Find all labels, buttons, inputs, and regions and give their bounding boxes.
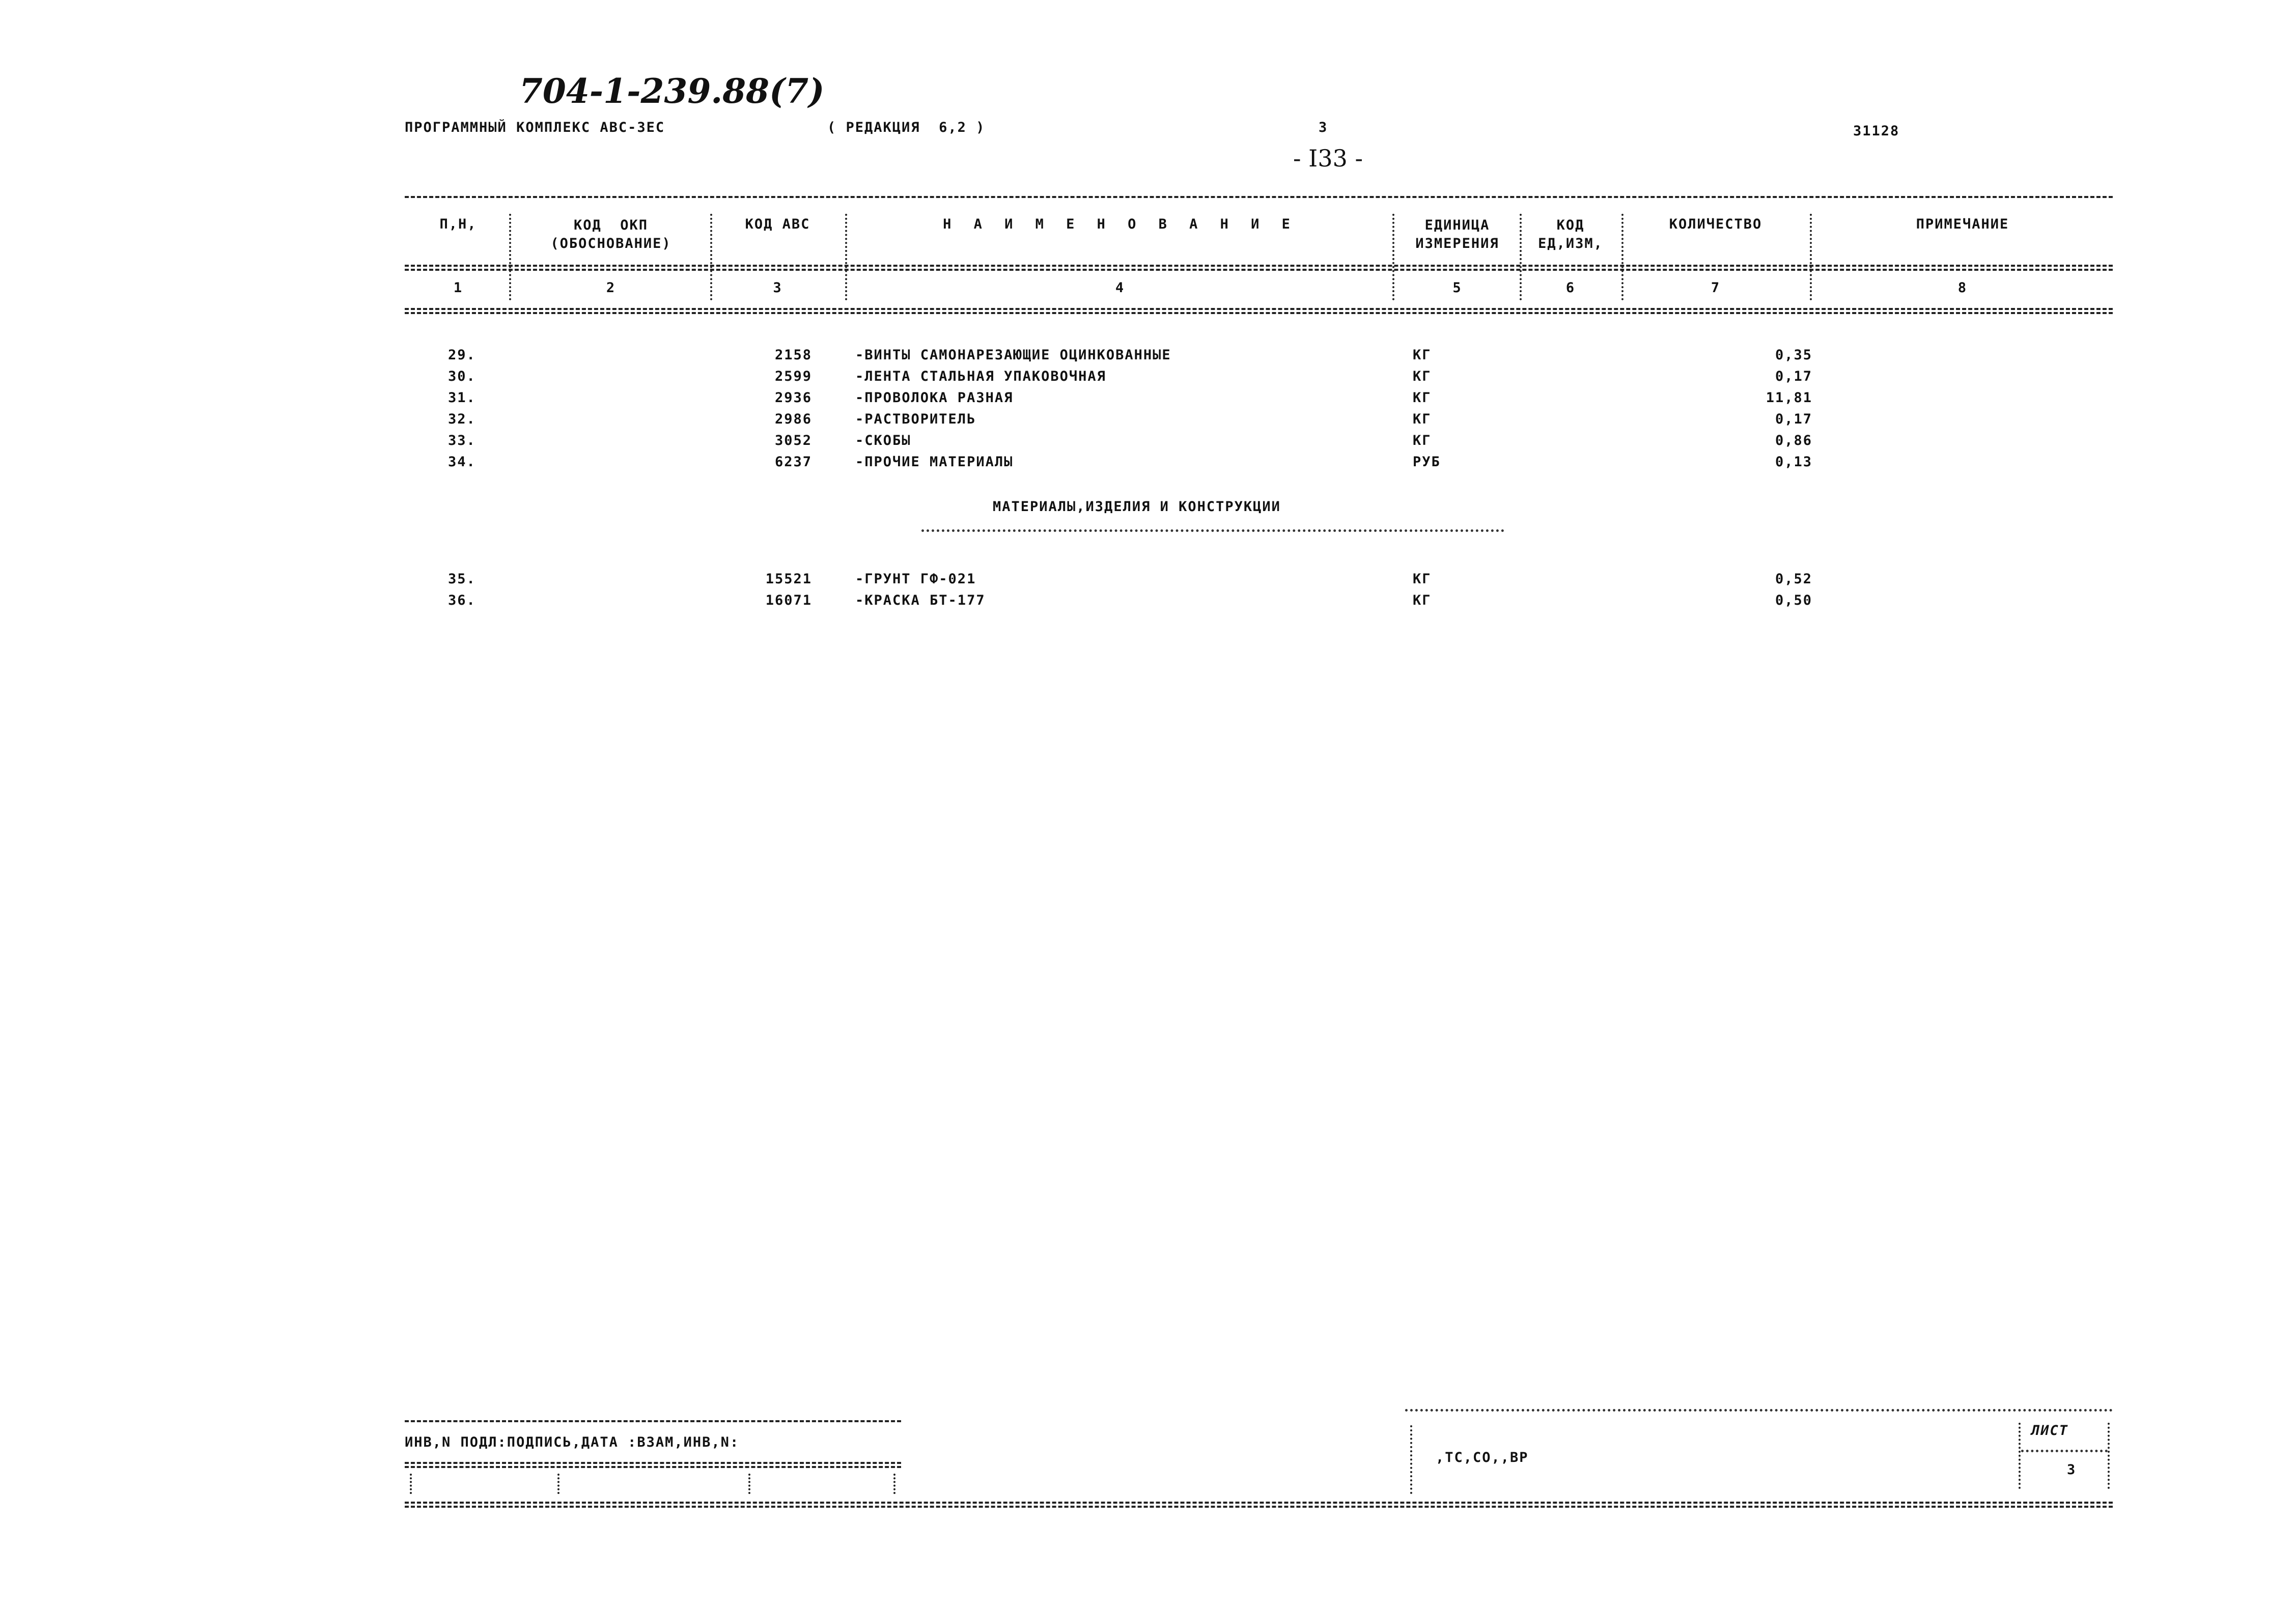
col-header-name: Н А И М Е Н О В А Н И Е bbox=[943, 216, 1297, 232]
row-pn: 34. bbox=[448, 454, 476, 470]
sheet-sep-left bbox=[2019, 1423, 2021, 1489]
col-header-qty: КОЛИЧЕСТВО bbox=[1669, 216, 1762, 232]
row-qty: 0,17 bbox=[1775, 411, 1812, 427]
title-block-left-edge bbox=[1410, 1425, 1412, 1494]
row-unit: РУБ bbox=[1413, 454, 1441, 470]
sheet-number: 3 bbox=[2067, 1462, 2077, 1478]
col-number-6: 6 bbox=[1565, 280, 1576, 296]
stamp-labels: ИНВ,N ПОДЛ:ПОДПИСЬ,ДАТА :ВЗАМ,ИНВ,N: bbox=[405, 1434, 740, 1450]
row-abc-code: 3052 bbox=[774, 433, 812, 448]
col-sep-5 bbox=[1520, 214, 1522, 300]
section-title-underline bbox=[921, 529, 1504, 532]
stamp-mid-rule-2 bbox=[405, 1466, 901, 1468]
table-colnum-rule bbox=[405, 308, 2113, 310]
handwritten-project-code: 704-1-239.88(7) bbox=[519, 71, 825, 111]
col-header-abc-code: КОД АВС bbox=[745, 216, 810, 232]
sheet-divider bbox=[2021, 1450, 2108, 1452]
title-block-top-rule bbox=[1405, 1409, 2113, 1412]
row-abc-code: 2599 bbox=[774, 369, 812, 384]
section-title: МАТЕРИАЛЫ,ИЗДЕЛИЯ И КОНСТРУКЦИИ bbox=[993, 499, 1281, 515]
stamp-sep-2 bbox=[748, 1474, 750, 1494]
row-name: -ВИНТЫ САМОНАРЕЗАЮЩИЕ ОЦИНКОВАННЫЕ bbox=[855, 347, 1171, 363]
stamp-mid-rule bbox=[405, 1462, 901, 1464]
page-number: - I33 - bbox=[1293, 145, 1363, 172]
table-colnum-rule-2 bbox=[405, 312, 2113, 314]
row-qty: 0,17 bbox=[1775, 369, 1812, 384]
footer-bottom-rule-2 bbox=[405, 1506, 2113, 1508]
row-name: -ПРОЧИЕ МАТЕРИАЛЫ bbox=[855, 454, 1014, 470]
col-sep-1 bbox=[509, 214, 511, 300]
col-number-5: 5 bbox=[1452, 280, 1462, 296]
row-pn: 35. bbox=[448, 571, 476, 587]
row-name: -ПРОВОЛОКА РАЗНАЯ bbox=[855, 390, 1014, 406]
row-unit: КГ bbox=[1413, 369, 1432, 384]
col-sep-7 bbox=[1810, 214, 1812, 300]
col-sep-3 bbox=[845, 214, 847, 300]
table-top-rule bbox=[405, 196, 2113, 198]
row-qty: 0,50 bbox=[1775, 593, 1812, 608]
program-title: ПРОГРАММНЫЙ КОМПЛЕКС АВС-3ЕС bbox=[405, 120, 665, 135]
row-name: -СКОБЫ bbox=[855, 433, 911, 448]
row-abc-code: 16071 bbox=[765, 593, 812, 608]
row-unit: КГ bbox=[1413, 433, 1432, 448]
stamp-sep-1 bbox=[557, 1474, 559, 1494]
footer-bottom-rule bbox=[405, 1502, 2113, 1504]
row-name: -ЛЕНТА СТАЛЬНАЯ УПАКОВОЧНАЯ bbox=[855, 369, 1106, 384]
row-unit: КГ bbox=[1413, 347, 1432, 363]
table-header-rule-2 bbox=[405, 269, 2113, 271]
table-header-rule bbox=[405, 265, 2113, 267]
sheet-label: ЛИСТ bbox=[2031, 1423, 2069, 1438]
col-header-pn: П,Н, bbox=[439, 216, 477, 232]
row-abc-code: 6237 bbox=[774, 454, 812, 470]
col-number-8: 8 bbox=[1957, 280, 1968, 296]
row-unit: КГ bbox=[1413, 571, 1432, 587]
row-abc-code: 2936 bbox=[774, 390, 812, 406]
col-header-unit-code: КОД ЕД,ИЗМ, bbox=[1538, 217, 1603, 251]
row-name: -РАСТВОРИТЕЛЬ bbox=[855, 411, 976, 427]
title-block-code: ,ТС,СО,,ВР bbox=[1436, 1450, 1529, 1465]
row-qty: 11,81 bbox=[1766, 390, 1812, 406]
col-number-7: 7 bbox=[1711, 280, 1721, 296]
col-number-3: 3 bbox=[773, 280, 782, 296]
row-qty: 0,52 bbox=[1775, 571, 1812, 587]
doc-number: 31128 bbox=[1853, 123, 1900, 139]
col-sep-4 bbox=[1392, 214, 1394, 300]
col-header-note: ПРИМЕЧАНИЕ bbox=[1916, 216, 2009, 232]
stamp-sep-0 bbox=[410, 1474, 412, 1494]
row-unit: КГ bbox=[1413, 411, 1432, 427]
row-abc-code: 2986 bbox=[774, 411, 812, 427]
row-name: -ГРУНТ ГФ-021 bbox=[855, 571, 976, 587]
row-abc-code: 15521 bbox=[765, 571, 812, 587]
row-qty: 0,86 bbox=[1775, 433, 1812, 448]
row-qty: 0,13 bbox=[1775, 454, 1812, 470]
stamp-sep-3 bbox=[893, 1474, 895, 1494]
edition-label: ( РЕДАКЦИЯ 6,2 ) bbox=[827, 120, 986, 135]
row-pn: 33. bbox=[448, 433, 476, 448]
row-pn: 30. bbox=[448, 369, 476, 384]
stamp-top-rule bbox=[405, 1420, 901, 1422]
row-unit: КГ bbox=[1413, 390, 1432, 406]
col-header-okp: КОД ОКП (ОБОСНОВАНИЕ) bbox=[550, 217, 671, 251]
row-abc-code: 2158 bbox=[774, 347, 812, 363]
row-name: -КРАСКА БТ-177 bbox=[855, 593, 986, 608]
row-pn: 31. bbox=[448, 390, 476, 406]
col-number-2: 2 bbox=[606, 280, 616, 296]
col-sep-6 bbox=[1621, 214, 1623, 300]
row-pn: 32. bbox=[448, 411, 476, 427]
col-sep-2 bbox=[710, 214, 712, 300]
row-pn: 29. bbox=[448, 347, 476, 363]
col-number-4: 4 bbox=[1115, 280, 1125, 296]
row-qty: 0,35 bbox=[1775, 347, 1812, 363]
col-number-1: 1 bbox=[453, 280, 463, 296]
col-header-unit: ЕДИНИЦА ИЗМЕРЕНИЯ bbox=[1415, 217, 1499, 251]
header-marker: 3 bbox=[1319, 120, 1328, 135]
row-unit: КГ bbox=[1413, 593, 1432, 608]
row-pn: 36. bbox=[448, 593, 476, 608]
sheet-sep-right bbox=[2108, 1423, 2110, 1489]
